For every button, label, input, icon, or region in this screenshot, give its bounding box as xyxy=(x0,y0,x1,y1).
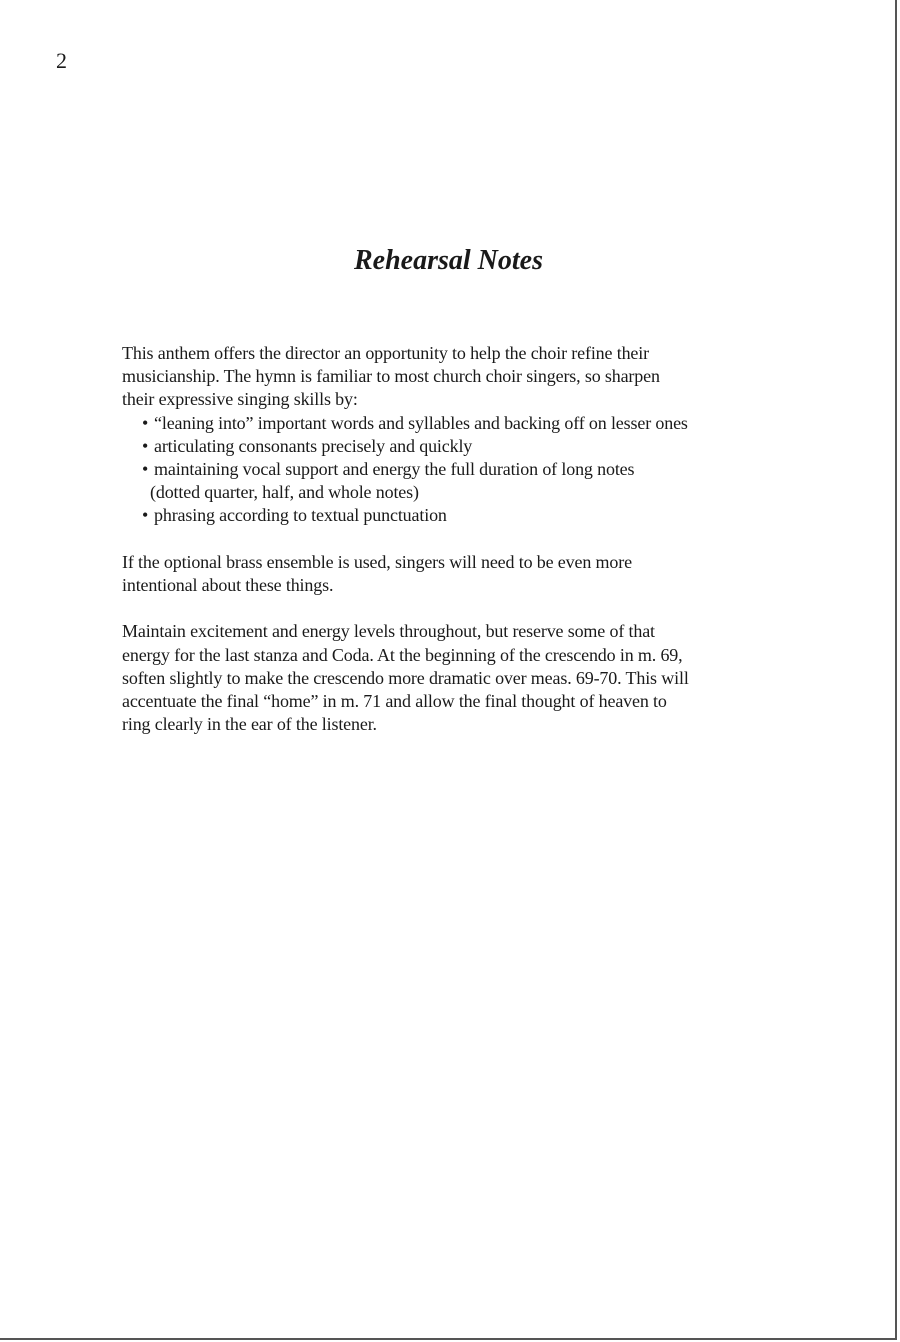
paragraph-line: intentional about these things. xyxy=(122,575,334,596)
page-number: 2 xyxy=(56,48,67,73)
skills-list xyxy=(122,412,782,528)
list-item xyxy=(122,412,782,435)
paragraph-spacer xyxy=(122,597,782,620)
list-item-text: phrasing according to textual punctuation xyxy=(154,505,447,526)
rehearsal-notes-body xyxy=(122,342,782,736)
energy-paragraph xyxy=(122,620,782,736)
bullet-icon: • xyxy=(142,435,149,456)
intro-line: This anthem offers the director an opportunity to help the choir refine their xyxy=(122,343,649,363)
paragraph-line: ring clearly in the ear of the listener. xyxy=(122,714,377,735)
paragraph-spacer xyxy=(122,528,782,551)
paragraph-line: Maintain excitement and energy levels throughout, but reserve some of that xyxy=(122,621,655,642)
paragraph-line: accentuate the final “home” in m. 71 and allow the final thought of heaven to xyxy=(122,691,667,712)
intro-line: musicianship. The hymn is familiar to most church choir singers, so sharpen xyxy=(122,366,660,387)
intro-paragraph xyxy=(122,342,782,412)
bullet-icon: • xyxy=(142,459,149,480)
list-item-text: maintaining vocal support and energy the full duration of long notes xyxy=(154,459,635,480)
brass-paragraph xyxy=(122,551,782,597)
bullet-icon: • xyxy=(142,505,149,526)
page-title: Rehearsal Notes xyxy=(354,245,543,276)
list-item-text: articulating consonants precisely and quickly xyxy=(154,435,473,456)
bullet-icon: • xyxy=(142,412,149,433)
list-item xyxy=(122,435,782,458)
list-item-text-continued: (dotted quarter, half, and whole notes) xyxy=(150,482,419,503)
paragraph-line: If the optional brass ensemble is used, singers will need to be even more xyxy=(122,551,632,572)
paragraph-line: soften slightly to make the crescendo more dramatic over meas. 69-70. This will xyxy=(122,667,689,688)
list-item xyxy=(122,504,782,527)
paragraph-line: energy for the last stanza and Coda. At the beginning of the crescendo in m. 69, xyxy=(122,644,683,665)
list-item-text: “leaning into” important words and syllables and backing off on lesser ones xyxy=(154,412,688,433)
intro-line: their expressive singing skills by: xyxy=(122,389,358,410)
list-item xyxy=(122,458,782,504)
